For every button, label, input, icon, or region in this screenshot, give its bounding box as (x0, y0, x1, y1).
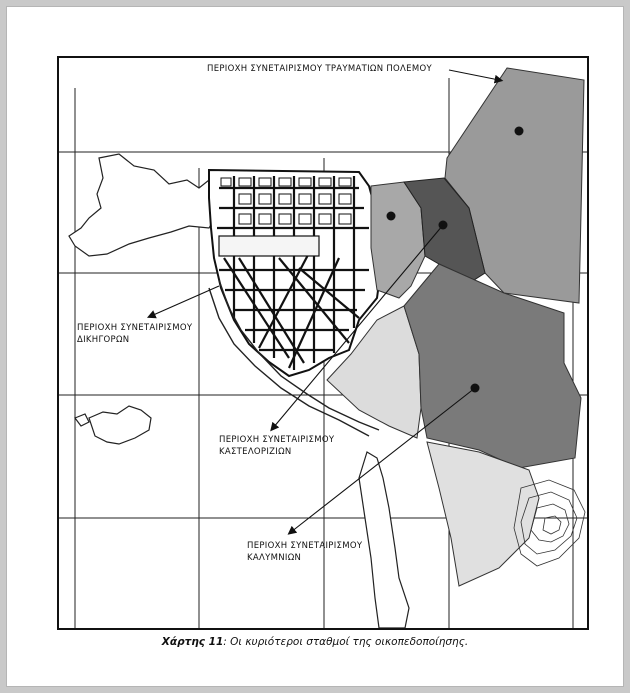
caption-head: Χάρτης 11 (161, 636, 224, 648)
page-frame (7, 7, 623, 686)
label-kastellorizo-line2: ΚΑΣΤΕΛΟΡΙΖΙΩΝ (219, 447, 292, 457)
label-kastellorizo-line1: ΠΕΡΙΟΧΗ ΣΥΝΕΤΑΙΡΙΣΜΟΥ (219, 435, 335, 445)
label-kastellorizo (219, 434, 334, 458)
label-lawyers (77, 322, 192, 346)
label-kalymnos-line1: ΠΕΡΙΟΧΗ ΣΥΝΕΤΑΙΡΙΣΜΟΥ (247, 541, 363, 551)
map-caption (0, 636, 630, 648)
label-lawyers-line1: ΠΕΡΙΟΧΗ ΣΥΝΕΤΑΙΡΙΣΜΟΥ (77, 323, 193, 333)
map-frame (57, 56, 589, 630)
label-kalymnos-line2: ΚΑΛΥΜΝΙΩΝ (247, 553, 302, 563)
label-war-wounded: ΠΕΡΙΟΧΗ ΣΥΝΕΤΑΙΡΙΣΜΟΥ ΤΡΑΥΜΑΤΙΩΝ ΠΟΛΕΜΟΥ (207, 64, 432, 74)
label-lawyers-line2: ΔΙΚΗΓΟΡΩΝ (77, 335, 130, 345)
caption-text: : Οι κυριότεροι σταθμοί της οικοπεδοποίησης. (223, 636, 469, 648)
label-kalymnos (247, 540, 362, 564)
